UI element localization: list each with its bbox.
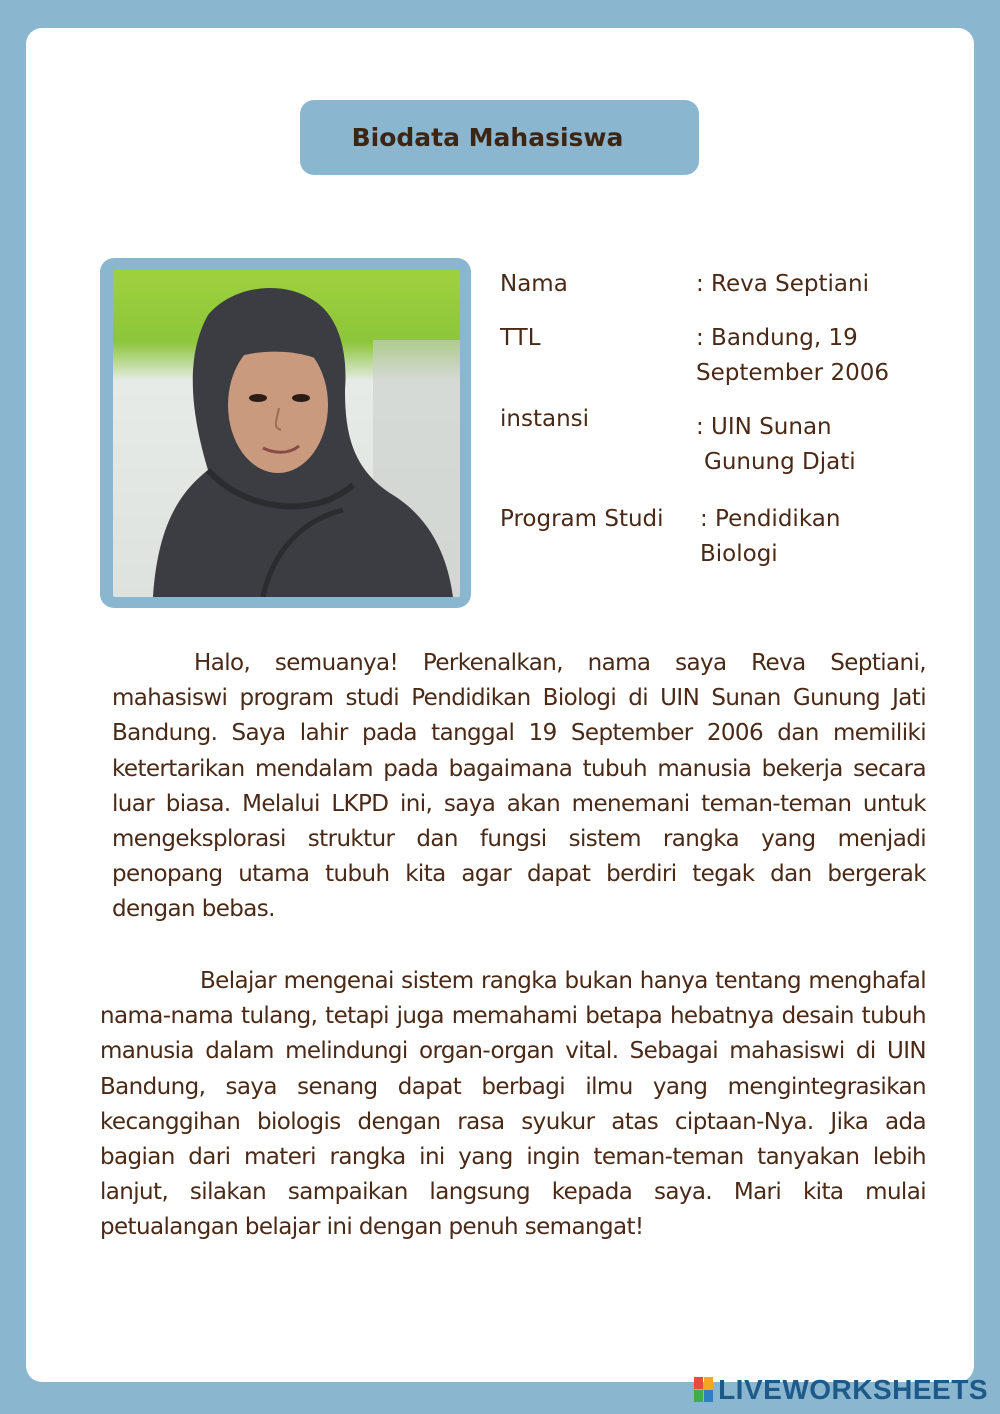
- liveworksheets-wordmark: LIVEWORKSHEETS: [718, 1374, 988, 1405]
- prodi-label: Program Studi: [500, 506, 664, 532]
- prodi-value-line2: Biologi: [700, 541, 778, 567]
- photo-frame: [100, 258, 471, 608]
- instansi-value-line2: Gunung Djati: [704, 449, 856, 475]
- title-banner: [300, 100, 699, 175]
- liveworksheets-logo: [694, 1374, 988, 1406]
- page-title: Biodata Mahasiswa: [351, 123, 624, 152]
- intro-paragraph-1: Halo, semuanya! Perkenalkan, nama saya Reva Septiani, mahasiswi program studi Pendidikan Biologi di UIN Sunan Gunung Jati Bandung. Saya lahir pada tanggal 19 September 2006 dan memiliki ketertarikan mendalam pada bagaimana tubuh manusia bekerja secara luar biasa. Melalui LKPD ini, saya akan menemani teman-teman untuk mengeksplorasi struktur dan fungsi sistem rangka yang menjadi penopang utama tubuh kita agar dapat berdiri tegak dan bergerak dengan bebas.: [112, 650, 926, 923]
- name-label: Nama: [500, 271, 568, 297]
- portrait-illustration: [113, 270, 460, 597]
- instansi-value-line1: : UIN Sunan: [696, 414, 832, 440]
- instansi-label: instansi: [500, 406, 590, 432]
- name-value: : Reva Septiani: [696, 271, 869, 297]
- student-portrait-icon: [113, 270, 460, 597]
- ttl-label: TTL: [500, 325, 541, 351]
- intro-paragraph-2: Belajar mengenai sistem rangka bukan hanya tentang menghafal nama-nama tulang, tetapi juga memahami betapa hebatnya desain tubuh manusia dalam melindungi organ-organ vital. Sebagai mahasiswi di UIN Bandung, saya senang dapat berbagi ilmu yang mengintegrasikan kecanggihan biologis dengan rasa syukur atas ciptaan-Nya. Jika ada bagian dari materi rangka ini yang ingin teman-teman tanyakan lebih lanjut, silakan sampaikan langsung kepada saya. Mari kita mulai petualangan belajar ini dengan penuh semangat!: [100, 968, 926, 1241]
- liveworksheets-icon: [694, 1377, 714, 1403]
- ttl-value-line2: September 2006: [696, 360, 889, 386]
- ttl-value-line1: : Bandung, 19: [696, 325, 858, 351]
- prodi-value-line1: : Pendidikan: [700, 506, 841, 532]
